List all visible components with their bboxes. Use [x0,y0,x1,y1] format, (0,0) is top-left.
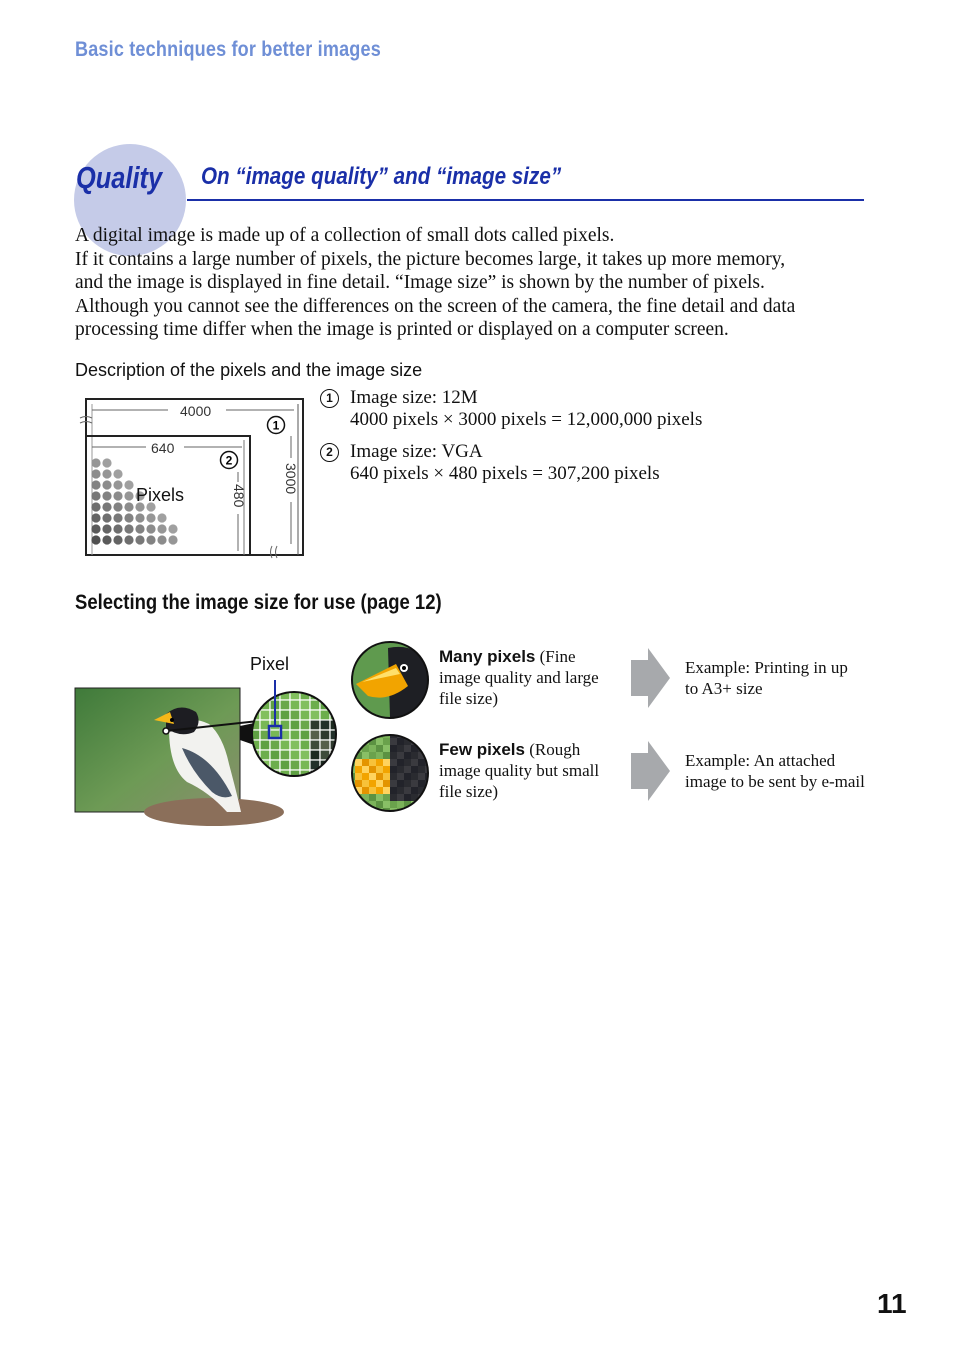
rough-pixel-cell [397,780,404,787]
rough-pixel-cell [425,752,432,759]
rough-pixel-cell [383,766,390,773]
rough-pixel-cell [376,759,383,766]
section-heading: On “image quality” and “image size” [201,163,562,190]
rough-pixel-cell [362,780,369,787]
rough-pixel-cell [369,745,376,752]
rough-pixel-cell [355,766,362,773]
rough-pixel-cell [348,801,355,808]
zoom-pixel-cell [300,700,310,710]
example-many-pixels: Example: Printing in up to A3+ size [685,658,848,698]
rough-pixel-cell [404,766,411,773]
zoom-pixel-cell [320,770,330,780]
rough-pixel-cell [376,766,383,773]
zoom-pixel-cell [330,700,340,710]
quality-badge-title: Quality [76,160,163,195]
rough-pixel-cell [418,738,425,745]
zoom-pixel-cell [250,760,260,770]
zoom-pixel-cell [300,750,310,760]
rough-pixel-cell [397,794,404,801]
pixel-dot [91,524,100,533]
rough-pixel-cell [411,808,418,815]
rough-pixel-cell [390,780,397,787]
rough-pixel-cell [355,801,362,808]
label-480: 480 [231,484,247,508]
size-title: Image size: 12M [350,387,478,408]
zoom-pixel-cell [310,720,320,730]
rough-pixel-cell [376,738,383,745]
pixel-dot [102,480,111,489]
rough-pixel-cell [411,752,418,759]
rough-pixel-cell [348,808,355,815]
intro-line: processing time differ when the image is printed or displayed on a computer screen. [75,319,729,341]
rough-pixel-cell [418,808,425,815]
zoom-pixel-cell [310,710,320,720]
zoom-pixel-cell [300,710,310,720]
pixel-dot [113,491,122,500]
pixel-size-diagram [76,396,308,568]
rough-pixel-cell [348,752,355,759]
rough-pixel-cell [425,738,432,745]
pixel-label: Pixel [250,654,290,674]
rough-pixel-cell [425,801,432,808]
zoom-pixel-cell [260,770,270,780]
rough-pixel-cell [404,773,411,780]
pixel-dot [135,513,144,522]
marker-1: 1 [320,389,339,408]
zoom-pixel-cell [280,700,290,710]
pixel-dot [113,524,122,533]
rough-pixel-cell [376,773,383,780]
rough-pixel-cell [362,766,369,773]
pixel-diagram-caption: Description of the pixels and the image size [75,360,423,380]
rough-pixel-cell [348,745,355,752]
rough-pixel-cell [369,794,376,801]
pixel-dot [91,502,100,511]
rough-pixel-cell [404,731,411,738]
rough-pixel-cell [411,787,418,794]
rough-pixel-cell [397,801,404,808]
rough-pixel-cell [376,787,383,794]
zoom-pixel-cell [320,690,330,700]
zoom-pixel-cell [250,770,260,780]
rough-pixel-cell [418,759,425,766]
zoom-pixel-cell [300,730,310,740]
rough-pixel-cell [411,766,418,773]
rough-pixel-cell [369,787,376,794]
rough-pixel-cell [348,731,355,738]
zoom-pixel-cell [330,760,340,770]
rough-pixel-cell [362,787,369,794]
arrow-right-icon [631,648,670,708]
rough-pixel-cell [369,752,376,759]
rough-pixel-cell [376,752,383,759]
pixel-dot [91,458,100,467]
zoom-pixel-cell [310,740,320,750]
pixel-dot [113,513,122,522]
pixel-dot [102,469,111,478]
rough-pixel-cell [411,731,418,738]
zoom-pixel-cell [270,740,280,750]
size-item-vga [320,441,702,485]
rough-pixel-cell [418,801,425,808]
rough-pixel-cell [383,745,390,752]
pixel-dot [102,513,111,522]
intro-paragraph [75,224,865,342]
size-calc: 640 pixels × 480 pixels = 307,200 pixels [350,463,660,484]
pixel-dot [124,480,133,489]
pixel-dot [102,535,111,544]
pixel-dot [124,502,133,511]
pixel-dot [113,480,122,489]
zoom-pixel-cell [290,720,300,730]
rough-pixel-cell [362,773,369,780]
pixel-dot [124,524,133,533]
marker-2: 2 [225,453,233,468]
size-title: Image size: VGA [350,441,483,462]
rough-pixel-cell [383,752,390,759]
pixel-dot [113,469,122,478]
label-3000: 3000 [283,463,299,495]
rough-pixel-cell [390,759,397,766]
rough-pixel-cell [397,738,404,745]
pixel-comparison-figure [74,636,874,826]
option-desc: (Fine image quality and large file size) [439,647,599,708]
size-calc: 4000 pixels × 3000 pixels = 12,000,000 pixels [350,409,703,430]
rough-pixel-cell [404,787,411,794]
zoom-pixel-cell [290,700,300,710]
pixel-dot [102,491,111,500]
option-title: Many pixels [439,647,536,666]
pixel-dot [91,469,100,478]
zoom-pixel-cell [270,750,280,760]
zoom-pixel-cell [260,710,270,720]
rough-pixel-cell [404,780,411,787]
pixel-dot [124,513,133,522]
rough-pixel-cell [369,780,376,787]
zoom-pixel-cell [320,740,330,750]
rough-pixel-cell [355,738,362,745]
rough-pixel-cell [369,731,376,738]
label-640: 640 [151,440,175,456]
running-head: Basic techniques for better images [75,38,381,61]
rough-pixel-cell [383,794,390,801]
rough-pixel-cell [397,766,404,773]
rough-pixel-cell [425,794,432,801]
zoom-pixel-cell [330,690,340,700]
bird-photo [75,688,284,826]
pixel-dot [124,535,133,544]
rough-pixel-cell [369,808,376,815]
rough-pixel-cell [390,773,397,780]
pixel-dot [91,535,100,544]
rough-pixel-cell [397,752,404,759]
pixel-dot [91,491,100,500]
zoom-pixel-cell [280,710,290,720]
rough-pixel-cell [411,780,418,787]
rough-pixel-cell [390,738,397,745]
rough-pixel-cell [390,794,397,801]
rough-pixel-cell [355,808,362,815]
zoom-pixel-cell [260,740,270,750]
rough-pixel-cell [348,738,355,745]
rough-pixel-cell [397,787,404,794]
rough-pixel-cell [411,759,418,766]
rough-pixel-cell [355,759,362,766]
zoom-pixel-cell [250,690,260,700]
zoom-pixel-cell [310,700,320,710]
rough-pixel-cell [390,801,397,808]
rough-pixel-cell [425,808,432,815]
rough-pixel-cell [425,731,432,738]
rough-pixel-cell [348,787,355,794]
zoom-pixel-cell [290,750,300,760]
zoom-pixel-cell [280,740,290,750]
rough-pixel-cell [362,731,369,738]
rough-pixel-cell [425,787,432,794]
zoom-pixel-cell [310,730,320,740]
zoom-pixel-cell [250,700,260,710]
page-number: 11 [877,1288,907,1319]
pixel-zoom-circle [250,690,340,780]
pixel-dot [124,491,133,500]
rough-pixel-cell [383,759,390,766]
arrow-right-icon [631,741,670,801]
zoom-pixel-cell [280,750,290,760]
rough-pixel-cell [376,780,383,787]
rough-pixel-cell [383,780,390,787]
zoom-pixel-cell [300,740,310,750]
rough-pixel-cell [418,773,425,780]
rough-pixel-cell [348,794,355,801]
rough-pixel-cell [404,759,411,766]
pixel-dot [102,524,111,533]
option-desc: (Rough image quality but small file size) [439,740,600,801]
zoom-pixel-cell [330,770,340,780]
rough-pixel-cell [411,773,418,780]
rough-pixel-cell [362,808,369,815]
rough-pixel-cell [355,773,362,780]
pixel-dot [113,502,122,511]
pixel-dot [146,524,155,533]
zoom-pixel-cell [290,710,300,720]
rough-pixel-cell [390,787,397,794]
size-item-12m [320,387,702,431]
option-few-pixels [439,739,609,802]
option-title: Few pixels [439,740,525,759]
marker-1: 1 [272,418,280,433]
pixel-dot [168,524,177,533]
rough-pixel-cell [369,773,376,780]
rough-pixel-cell [418,766,425,773]
zoom-pixel-cell [280,760,290,770]
label-4000: 4000 [180,403,212,419]
rough-pixel-cell [404,745,411,752]
rough-pixel-cell [362,759,369,766]
pixel-dot [168,535,177,544]
rough-pixel-cell [397,759,404,766]
zoom-pixel-cell [260,690,270,700]
rough-pixel-cell [383,738,390,745]
rough-pixel-cell [404,794,411,801]
pixel-dot [102,458,111,467]
rough-pixel-cell [376,745,383,752]
label-pixels: Pixels [136,485,185,505]
rough-pixel-cell [418,780,425,787]
rough-pixel-cell [390,752,397,759]
rough-pixel-cell [390,766,397,773]
rough-pixel-cell [404,752,411,759]
pixel-dot [91,513,100,522]
pixel-dot [146,535,155,544]
rough-pixel-cell [362,752,369,759]
pixel-dot [157,535,166,544]
pixel-dot [113,535,122,544]
zoom-pixel-cell [320,720,330,730]
pixel-dot [157,524,166,533]
rough-pixel-cell [397,773,404,780]
rough-pixel-cell [383,787,390,794]
pixel-dot [146,513,155,522]
zoom-pixel-cell [300,720,310,730]
fine-quality-thumbnail [348,638,432,722]
rough-pixel-cell [383,773,390,780]
rough-pixel-cell [355,780,362,787]
rough-pixel-cell [376,801,383,808]
intro-line: If it contains a large number of pixels, the picture becomes large, it takes up more memory, [75,248,786,270]
pixel-dot [157,513,166,522]
rough-pixel-cell [355,731,362,738]
zoom-pixel-cell [310,750,320,760]
rough-pixel-cell [425,745,432,752]
pixel-dot [91,480,100,489]
example-few-pixels: Example: An attached image to be sent by e-mail [685,751,865,791]
zoom-pixel-cell [290,730,300,740]
rough-pixel-cell [376,794,383,801]
option-many-pixels [439,646,609,709]
rough-pixel-cell [404,808,411,815]
intro-line: A digital image is made up of a collection of small dots called pixels. [75,225,615,246]
marker-2: 2 [320,443,339,462]
pixel-dot [135,535,144,544]
rough-pixel-cell [397,745,404,752]
image-size-list [320,387,702,495]
heading-rule [187,199,864,201]
intro-line: Although you cannot see the differences on the screen of the camera, the fine detail and data [75,295,796,317]
zoom-pixel-cell [320,730,330,740]
selecting-heading: Selecting the image size for use (page 12) [75,591,442,614]
rough-pixel-cell [369,759,376,766]
rough-pixel-cell [390,745,397,752]
rough-pixel-cell [383,801,390,808]
rough-quality-thumbnail [348,731,432,815]
zoom-pixel-cell [260,750,270,760]
zoom-pixel-cell [300,760,310,770]
zoom-pixel-cell [290,760,300,770]
zoom-pixel-cell [290,740,300,750]
pixel-dot [102,502,111,511]
pixel-dot [135,524,144,533]
rough-pixel-cell [369,766,376,773]
rough-pixel-cell [418,731,425,738]
intro-line: and the image is displayed in fine detail. “Image size” is shown by the number of pixels. [75,272,765,294]
